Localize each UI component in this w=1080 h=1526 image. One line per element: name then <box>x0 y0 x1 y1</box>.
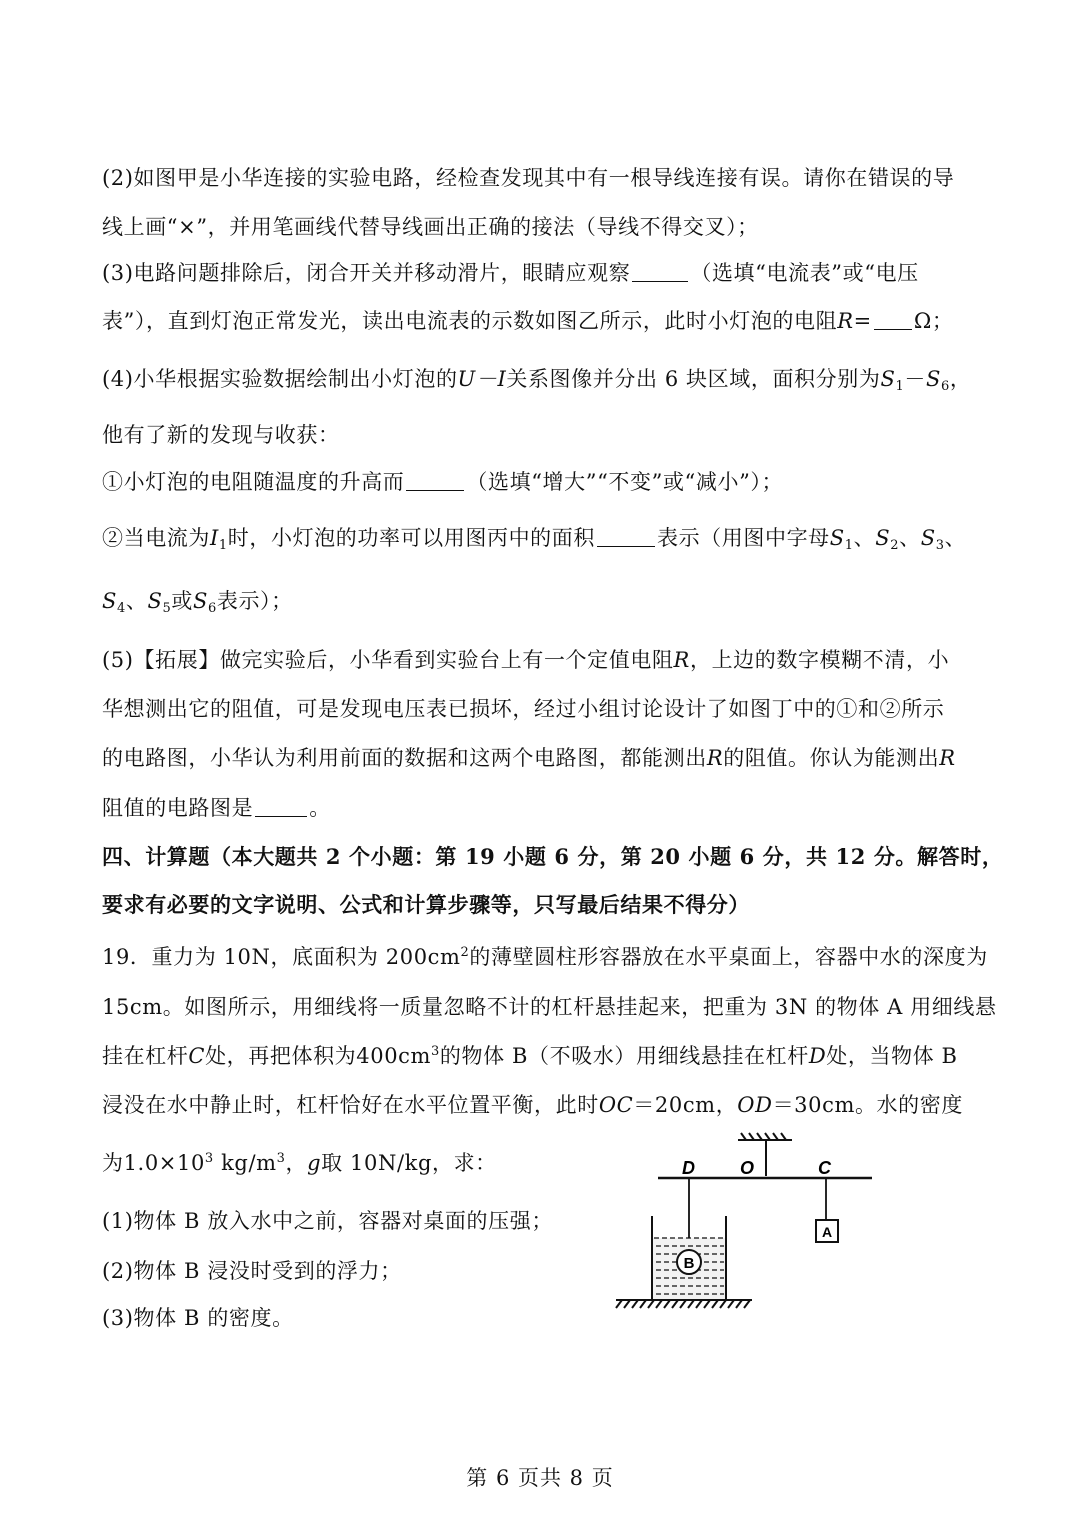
label-o: O <box>740 1158 755 1178</box>
part5-text-b: ，上边的数字模糊不清，小 <box>689 648 950 672</box>
var-oc: OC <box>598 1093 634 1117</box>
var-r: R <box>706 746 724 770</box>
object-b-label: B <box>683 1255 695 1272</box>
q19-text-b: 的薄壁圆柱形容器放在水平桌面上，容器中水的深度为 <box>469 945 988 969</box>
answer-blank-trend <box>406 470 464 491</box>
item1-text-a: ①小灯泡的电阻随温度的升高而 <box>102 470 405 494</box>
sub-2: 2 <box>890 538 900 553</box>
density-unit: kg/m <box>213 1151 277 1175</box>
q18-part5-line4 <box>102 793 331 823</box>
q19-text-c: 挂在杠杆 <box>102 1044 189 1068</box>
var-s: S <box>102 589 117 613</box>
var-s: S <box>880 367 896 391</box>
equals-sign: = <box>853 309 872 333</box>
page-footer: 第 6 页共 8 页 <box>466 1466 614 1490</box>
q19-line3 <box>102 1041 958 1071</box>
sep: 、 <box>125 589 148 613</box>
var-od: OD <box>737 1093 773 1117</box>
sup-3: 3 <box>276 1151 286 1166</box>
od-value: ＝30cm。水的密度 <box>772 1093 963 1117</box>
part5-text-d: 的阻值。你认为能测出 <box>723 746 940 770</box>
dash: － <box>904 367 926 391</box>
var-s: S <box>875 526 891 550</box>
sub-6: 6 <box>940 379 950 394</box>
q18-part4-text-a: (4)小华根据实验数据绘制出小灯泡的 <box>102 367 458 391</box>
q19-sub3: (3)物体 B 的密度。 <box>102 1306 294 1330</box>
sep: 、 <box>944 526 967 550</box>
var-s: S <box>920 526 936 550</box>
var-i: I <box>210 526 219 550</box>
q18-part3-text-b: （选填“电流表”或“电压 <box>690 261 919 285</box>
q18-part4-line2: 他有了新的发现与收获： <box>102 423 340 447</box>
var-r: R <box>673 648 690 672</box>
q19-sub1: (1)物体 B 放入水中之前，容器对桌面的压强； <box>102 1209 553 1233</box>
sup-2: 2 <box>460 945 470 960</box>
q19-line5 <box>102 1148 497 1178</box>
comma: ， <box>949 367 972 391</box>
item1-text-b: （选填“增大”“不变”或“减小”）； <box>466 470 784 494</box>
q19-text-a: 19．重力为 10N，底面积为 200cm <box>102 945 461 969</box>
var-s: S <box>925 367 941 391</box>
object-a-label: A <box>821 1224 833 1240</box>
var-s: S <box>147 589 163 613</box>
q19-line4 <box>102 1090 963 1120</box>
section4-heading-line2: 要求有必要的文字说明、公式和计算步骤等，只写最后结果不得分） <box>102 892 750 917</box>
q19-text-d: 处，再把体积为 <box>205 1044 357 1068</box>
q18-part4-item1 <box>102 467 783 497</box>
q19-text-g: 浸没在水中静止时，杠杆恰好在水平位置平衡，此时 <box>102 1093 599 1117</box>
sub-3: 3 <box>935 538 945 553</box>
q19-text-f: 处，当物体 B <box>826 1044 958 1068</box>
q18-part4-item2 <box>102 523 966 553</box>
part5-text-a: (5)【拓展】做完实验后，小华看到实验台上有一个定值电阻 <box>102 648 674 672</box>
q19-line1 <box>102 942 988 972</box>
sup-3: 3 <box>204 1151 214 1166</box>
answer-blank-meter <box>632 261 688 282</box>
item2-text-a: ②当电流为 <box>102 526 210 550</box>
sub-6: 6 <box>207 601 217 616</box>
item2-end: 表示）； <box>216 589 293 613</box>
part5-text-e: 阻值的电路图是 <box>102 796 254 820</box>
sub-1: 1 <box>218 538 228 553</box>
answer-blank-area <box>597 526 655 547</box>
q18-part4-item2-cont <box>102 586 293 616</box>
q18-part2-line2: 线上画“×”，并用笔画线代替导线画出正确的接法（导线不得交叉）； <box>102 215 759 239</box>
lever-figure <box>600 1128 900 1324</box>
label-d: D <box>682 1158 695 1178</box>
var-g: g <box>307 1151 322 1175</box>
var-s: S <box>829 526 845 550</box>
var-u-i: U－I <box>457 367 507 391</box>
item2-text-c: 表示（用图中字母 <box>656 526 830 550</box>
sub-1: 1 <box>895 379 905 394</box>
q18-part3-text-a: (3)电路问题排除后，闭合开关并移动滑片，眼睛应观察 <box>102 261 631 285</box>
var-c: C <box>188 1044 206 1068</box>
volume: 400cm <box>356 1044 432 1068</box>
ground <box>616 1300 752 1308</box>
label-c: C <box>818 1158 831 1178</box>
density-a: 为1.0×10 <box>102 1151 205 1175</box>
sup-3: 3 <box>431 1044 440 1059</box>
q18-part3-line2 <box>102 306 953 336</box>
q18-part2-line1: (2)如图甲是小华连接的实验电路，经检查发现其中有一根导线连接有误。请你在错误的导 <box>102 166 955 190</box>
q18-part5-line2: 华想测出它的阻值，可是发现电压表已损坏，经过小组讨论设计了如图丁中的①和②所示 <box>102 697 945 721</box>
part5-text-c: 的电路图，小华认为利用前面的数据和这两个电路图，都能测出 <box>102 746 707 770</box>
sub-1: 1 <box>844 538 854 553</box>
var-r: R <box>939 746 956 770</box>
answer-blank-resistance <box>874 309 912 330</box>
q19-sub2: (2)物体 B 浸没时受到的浮力； <box>102 1259 402 1283</box>
section4-heading-line1: 四、计算题（本大题共 2 个小题：第 19 小题 6 分，第 20 小题 6 分，共 12 分。解答时， <box>102 844 1004 869</box>
q18-part5-line3 <box>102 743 956 773</box>
part5-text-f: 。 <box>309 796 331 820</box>
sep: 、 <box>853 526 876 550</box>
oc-value: ＝20cm， <box>633 1093 738 1117</box>
g-value: 取 10N/kg，求： <box>321 1151 497 1175</box>
unit-ohm: Ω； <box>913 309 954 333</box>
sub-4: 4 <box>117 601 126 616</box>
var-s: S <box>192 589 208 613</box>
or: 或 <box>171 589 193 613</box>
sep: 、 <box>899 526 921 550</box>
q18-part3-line1 <box>102 258 919 288</box>
q18-part4-line1 <box>102 364 971 394</box>
item2-text-b: 时，小灯泡的功率可以用图丙中的面积 <box>227 526 595 550</box>
var-d: D <box>808 1044 827 1068</box>
sub-5: 5 <box>162 601 172 616</box>
q18-part5-line1 <box>102 645 949 675</box>
comma: ， <box>285 1151 308 1175</box>
q18-part3-text-c: 表”），直到灯泡正常发光，读出电流表的示数如图乙所示，此时小灯泡的电阻 <box>102 309 838 333</box>
q19-text-e: 的物体 B（不吸水）用细线悬挂在杠杆 <box>439 1044 809 1068</box>
q19-line2: 15cm。如图所示，用细线将一质量忽略不计的杠杆悬挂起来，把重为 3N 的物体 A 用细线悬 <box>102 995 997 1019</box>
answer-blank-circuit <box>255 796 307 817</box>
var-r: R <box>837 309 854 333</box>
q18-part4-text-b: 关系图像并分出 6 块区域，面积分别为 <box>506 367 881 391</box>
